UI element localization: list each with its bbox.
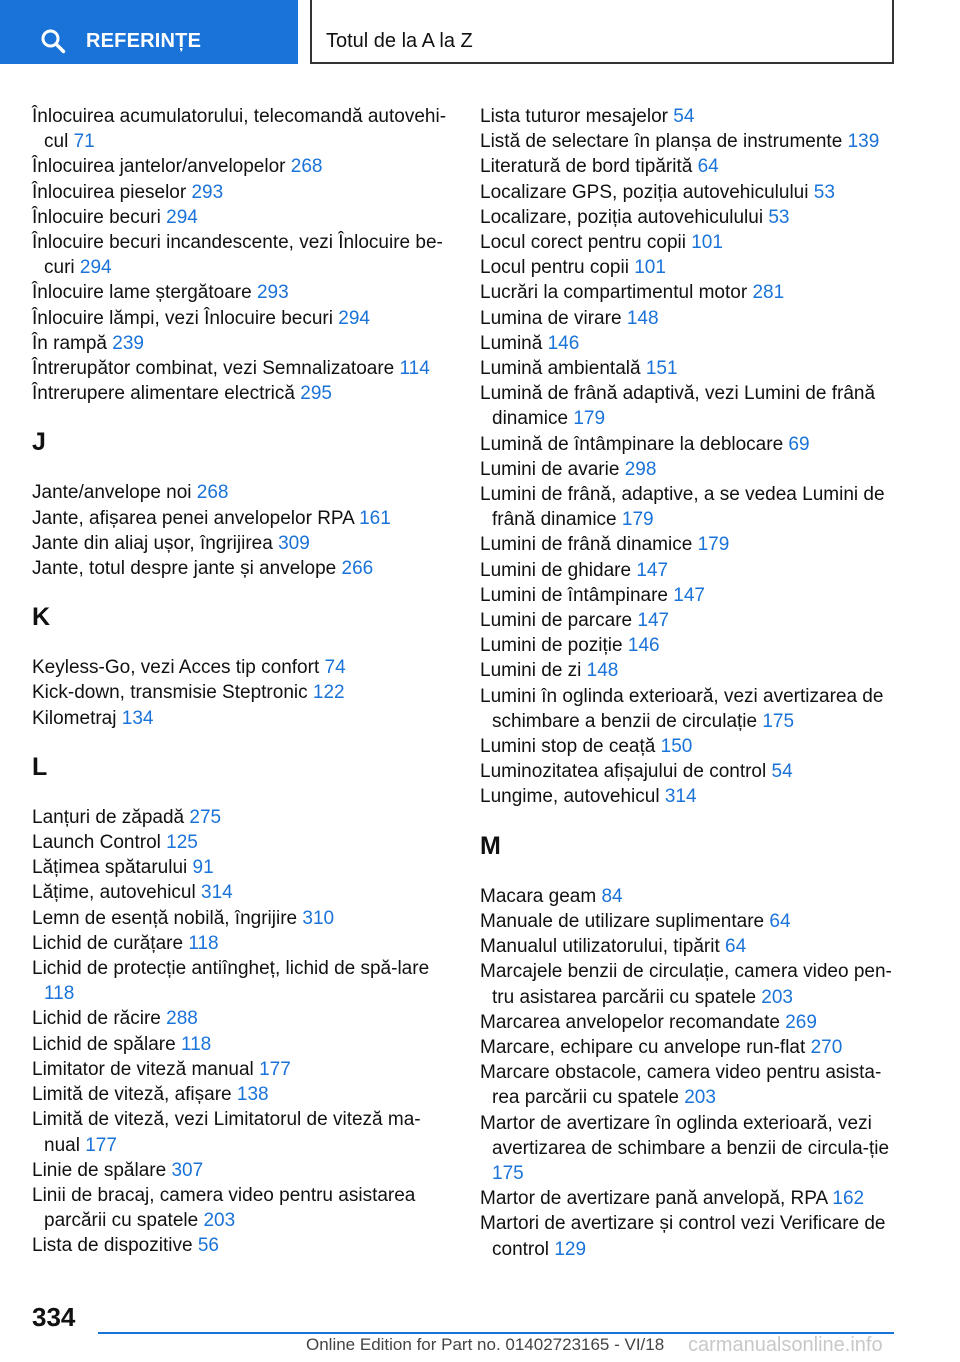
index-entry-text: Launch Control (32, 832, 161, 854)
index-entry (32, 1032, 452, 1057)
index-entry-page-link[interactable]: 139 (847, 131, 880, 153)
index-entry-text: Lumini în oglinda exterioară, vezi avertizarea de schimbare a benzii de circulație (480, 685, 884, 732)
index-entry-text: Manualul utilizatorului, tipărit (480, 936, 720, 958)
index-entry-text: Listă de selectare în planșa de instrumente (480, 131, 843, 153)
index-entry (32, 1158, 452, 1183)
index-entry (32, 1082, 452, 1107)
index-entry-page-link[interactable]: 64 (725, 936, 747, 958)
index-entry-text: Lumini de ghidare (480, 559, 632, 581)
index-entry (32, 680, 452, 705)
index-entry-text: Înlocuirea acumulatorului, telecomandă autovehi-cul (32, 106, 447, 153)
index-entry-text: Lumini de parcare (480, 610, 633, 632)
index-entry-page-link[interactable]: 288 (166, 1008, 198, 1030)
index-entry (480, 129, 900, 154)
index-entry-page-link[interactable]: 239 (112, 332, 144, 354)
index-entry-text: Lumina de virare (480, 307, 622, 329)
index-entry-text: Înlocuire becuri (32, 206, 161, 228)
index-entry (480, 205, 900, 230)
index-entry-page-link[interactable]: 74 (324, 657, 346, 679)
index-entry (480, 934, 900, 959)
index-entry-text: Lumini stop de ceață (480, 736, 656, 758)
index-entry-text: Localizare GPS, poziția autovehiculului (480, 181, 809, 203)
index-entry-text: În rampă (32, 332, 107, 354)
index-entry (32, 381, 452, 406)
index-entry-page-link[interactable]: 129 (554, 1238, 587, 1260)
index-entry-text: Lungime, autovehicul (480, 786, 660, 808)
index-entry-text: Jante/anvelope noi (32, 482, 192, 504)
index-entry-page-link[interactable]: 203 (761, 986, 793, 1008)
index-entry-page-link[interactable]: 147 (637, 610, 670, 632)
index-entry-text: Înlocuire becuri incandescente, vezi Înlocuire be-curi (32, 232, 443, 279)
index-entry (32, 230, 452, 280)
index-entry-page-link[interactable]: 269 (785, 1011, 817, 1033)
index-entry-page-link[interactable]: 177 (85, 1134, 117, 1156)
index-entry (32, 331, 452, 356)
index-entry (32, 154, 452, 179)
index-entry-page-link[interactable]: 203 (684, 1087, 716, 1109)
index-entry-page-link[interactable]: 150 (660, 736, 693, 758)
index-entry-page-link[interactable]: 268 (290, 156, 323, 178)
index-entry-page-link[interactable]: 310 (302, 907, 335, 929)
index-entry-text: Kick-down, transmisie Steptronic (32, 682, 308, 704)
index-entry (32, 531, 452, 556)
index-entry-text: Lichid de răcire (32, 1008, 161, 1030)
index-entry (480, 784, 900, 809)
index-entry (32, 805, 452, 830)
index-entry (480, 532, 900, 557)
index-entry (32, 956, 452, 1006)
index-entry-text: Macara geam (480, 885, 597, 907)
index-entry-text: Lățimea spătarului (32, 857, 188, 879)
index-entry-text: Lumini de avarie (480, 458, 620, 480)
index-entry-page-link[interactable]: 148 (626, 307, 659, 329)
index-entry-text: Lumină de întâmpinare la deblocare (480, 433, 784, 455)
index-entry (480, 1035, 900, 1060)
index-entry-text: Kilometraj (32, 707, 117, 729)
index-entry-text: Lichid de spălare (32, 1033, 176, 1055)
index-entry (480, 154, 900, 179)
index-entry (480, 658, 900, 683)
page-number: 334 (32, 1302, 76, 1332)
index-entry-text: Jante, totul despre jante și anvelope (32, 558, 337, 580)
index-entry (32, 830, 452, 855)
index-entry-page-link[interactable]: 148 (586, 660, 619, 682)
index-entry (32, 906, 452, 931)
index-entry-page-link[interactable]: 54 (771, 761, 793, 783)
index-entry-text: Marcajele benzii de circulație, camera video pen-tru asistarea parcării cu spatele (480, 961, 892, 1008)
index-entry-page-link[interactable]: 294 (338, 307, 370, 329)
index-entry (32, 104, 452, 154)
index-entry (32, 880, 452, 905)
index-entry-page-link[interactable]: 118 (180, 1033, 212, 1055)
index-entry (480, 1211, 900, 1261)
index-entry-page-link[interactable]: 53 (813, 181, 835, 203)
index-entry (480, 884, 900, 909)
watermark: carmanualsonline.info (688, 1334, 883, 1356)
index-entry-page-link[interactable]: 203 (203, 1210, 236, 1232)
index-entry (32, 356, 452, 381)
index-entry-page-link[interactable]: 179 (697, 534, 730, 556)
index-entry-page-link[interactable]: 293 (256, 282, 289, 304)
index-entry (480, 255, 900, 280)
index-entry-page-link[interactable]: 179 (621, 509, 654, 531)
index-entry (32, 655, 452, 680)
index-entry (480, 608, 900, 633)
index-entry-page-link[interactable]: 64 (697, 156, 719, 178)
index-entry-page-link[interactable]: 125 (166, 832, 198, 854)
index-entry-page-link[interactable]: 270 (810, 1036, 843, 1058)
index-entry-text: Lumini de întâmpinare (480, 584, 668, 606)
index-entry (480, 558, 900, 583)
index-entry-text: Lumină de frână adaptivă, vezi Lumini de frână dinamice (480, 383, 876, 430)
index-entry (480, 104, 900, 129)
index-entry-text: Keyless-Go, vezi Acces tip confort (32, 657, 320, 679)
index-entry (32, 1006, 452, 1031)
index-entry-text: Manuale de utilizare suplimentare (480, 910, 765, 932)
index-entry-page-link[interactable]: 71 (73, 131, 95, 153)
index-entry (480, 759, 900, 784)
index-entry (480, 684, 900, 734)
index-entry-page-link[interactable]: 114 (399, 358, 430, 380)
index-entry-text: Lumină (480, 332, 543, 354)
index-entry-text: Marcare obstacole, camera video pentru asista-rea parcării cu spatele (480, 1062, 882, 1109)
index-entry-text: Limitator de viteză manual (32, 1058, 254, 1080)
index-entry-text: Jante, afișarea penei anvelopelor RPA (32, 507, 354, 529)
index-entry-text: Înlocuirea jantelor/anvelopelor (32, 156, 286, 178)
index-entry (32, 706, 452, 731)
index-entry (32, 1183, 452, 1233)
index-entry (480, 1186, 900, 1211)
index-entry-page-link[interactable]: 56 (197, 1235, 219, 1257)
index-entry-text: Lucrări la compartimentul motor (480, 282, 748, 304)
index-entry-page-link[interactable]: 268 (196, 482, 229, 504)
index-entry (32, 1107, 452, 1157)
index-entry-page-link[interactable]: 298 (624, 458, 657, 480)
tab-a-to-z-label: Totul de la A la Z (326, 30, 473, 52)
index-entry (32, 280, 452, 305)
index-entry-text: Linie de spălare (32, 1159, 167, 1181)
index-letter-heading: K (32, 603, 51, 632)
index-entry-page-link[interactable]: 314 (664, 786, 697, 808)
index-entry-text: Martor de avertizare în oglinda exterioară, vezi avertizarea de schimbare a benzii de circula-ție (480, 1112, 890, 1159)
index-entry-text: Lichid de protecție antiîngheț, lichid de spă-lare (32, 958, 430, 980)
index-entry-page-link[interactable]: 309 (278, 532, 310, 554)
index-entry-text: Limită de viteză, vezi Limitatorul de viteză ma-nual (32, 1109, 421, 1156)
index-entry-text: Lista de dispozitive (32, 1235, 193, 1257)
index-entry (32, 205, 452, 230)
index-entry-page-link[interactable]: 294 (166, 206, 198, 228)
index-entry (480, 356, 900, 381)
index-entry-text: Locul pentru copii (480, 257, 629, 279)
index-entry-page-link[interactable]: 162 (832, 1188, 865, 1210)
header (0, 0, 960, 68)
index-column-right (480, 104, 900, 1262)
index-entry-page-link[interactable]: 314 (201, 882, 233, 904)
search-icon (40, 28, 66, 54)
index-entry-text: Lumini de zi (480, 660, 582, 682)
index-entry-text: Literatură de bord tipărită (480, 156, 693, 178)
index-entry-page-link[interactable]: 266 (341, 558, 374, 580)
index-entry-text: Locul corect pentru copii (480, 232, 686, 254)
index-entry-text: Înlocuire lămpi, vezi Înlocuire becuri (32, 307, 333, 329)
index-entry (32, 855, 452, 880)
index-entry (32, 556, 452, 581)
index-entry-text: Lumini de frână dinamice (480, 534, 693, 556)
index-entry-text: Lemn de esență nobilă, îngrijire (32, 907, 298, 929)
index-entry-page-link[interactable]: 138 (236, 1084, 269, 1106)
index-entry-page-link[interactable]: 147 (636, 559, 669, 581)
index-entry (480, 331, 900, 356)
index-entry (480, 633, 900, 658)
index-entry-page-link[interactable]: 147 (673, 584, 705, 606)
index-entry (480, 432, 900, 457)
index-entry-page-link[interactable]: 275 (189, 806, 222, 828)
index-entry-text: Lista tuturor mesajelor (480, 106, 668, 127)
index-entry (32, 1233, 452, 1258)
index-entry-text: Luminozitatea afișajului de control (480, 761, 767, 783)
index-entry-page-link[interactable]: 118 (44, 983, 75, 1005)
tab-a-to-z[interactable] (310, 0, 894, 64)
index-entry-page-link[interactable]: 175 (762, 710, 795, 732)
index-letter-heading: L (32, 752, 48, 781)
index-entry-page-link[interactable]: 146 (627, 635, 660, 657)
index-entry (32, 180, 452, 205)
index-entry-text: Lumină ambientală (480, 358, 641, 380)
index-entry-page-link[interactable]: 307 (171, 1159, 204, 1181)
index-entry (480, 583, 900, 608)
index-entry-text: Localizare, poziția autovehiculului (480, 206, 764, 228)
index-entry (480, 306, 900, 331)
index-entry (480, 959, 900, 1009)
index-entry-page-link[interactable]: 295 (300, 383, 332, 405)
index-entry-page-link[interactable]: 53 (768, 206, 790, 228)
index-entry-text: Lichid de curățare (32, 932, 184, 954)
index-entry (32, 306, 452, 331)
index-entry-page-link[interactable]: 151 (645, 358, 678, 380)
index-entry (480, 482, 900, 532)
index-entry-text: Lanțuri de zăpadă (32, 806, 185, 828)
index-entry (480, 230, 900, 255)
index-entry-page-link[interactable]: 146 (547, 332, 580, 354)
index-entry (480, 1111, 900, 1187)
index-entry-page-link[interactable]: 293 (191, 181, 224, 203)
index-entry (480, 1060, 900, 1110)
index-entry-page-link[interactable]: 294 (79, 257, 112, 279)
tab-references-label: REFERINȚE (86, 30, 202, 52)
index-entry-text: Martori de avertizare și control vezi Verificare de control (480, 1213, 886, 1260)
index-entry (480, 381, 900, 431)
index-entry (32, 1057, 452, 1082)
index-entry-text: Înlocuire lame ștergătoare (32, 282, 252, 304)
index-letter-heading: M (480, 831, 501, 860)
index-entry-page-link[interactable]: 134 (121, 707, 154, 729)
index-entry (480, 180, 900, 205)
index-entry-page-link[interactable]: 281 (752, 282, 785, 304)
index-entry-text: Întrerupător combinat, vezi Semnalizatoare (32, 358, 395, 380)
footer-edition: Online Edition for Part no. 01402723165 - VI/18 (306, 1335, 665, 1354)
index-entry-page-link[interactable]: 122 (312, 682, 345, 704)
index-entry-text: Întrerupere alimentare electrică (32, 383, 295, 405)
index-entry-text: Lățime, autovehicul (32, 882, 196, 904)
index-entry (480, 280, 900, 305)
index-entry (32, 931, 452, 956)
index-entry-text: Marcarea anvelopelor recomandate (480, 1011, 780, 1033)
index-entry-page-link[interactable]: 177 (259, 1058, 291, 1080)
index-entry-page-link[interactable]: 179 (573, 408, 606, 430)
index-entry-page-link[interactable]: 69 (788, 433, 810, 455)
index-entry-page-link[interactable]: 175 (492, 1162, 524, 1184)
index-entry-text: Jante din aliaj ușor, îngrijirea (32, 532, 273, 554)
index-entry-text: Lumini de poziție (480, 635, 623, 657)
index-entry-page-link[interactable]: 54 (673, 106, 695, 127)
index-entry-text: Lumini de frână, adaptive, a se vedea Lumini de frână dinamice (480, 484, 885, 531)
index-entry (32, 480, 452, 505)
index-entry-text: Martor de avertizare pană anvelopă, RPA (480, 1188, 828, 1210)
index-entry (480, 909, 900, 934)
index-entry-page-link[interactable]: 64 (769, 910, 791, 932)
index-column-left (32, 104, 452, 1259)
index-entry (32, 506, 452, 531)
index-entry (480, 1010, 900, 1035)
index-entry-page-link[interactable]: 91 (192, 857, 214, 879)
index-entry-page-link[interactable]: 84 (601, 885, 623, 907)
index-letter-heading: J (32, 428, 46, 457)
index-entry-text: Înlocuirea pieselor (32, 181, 187, 203)
index-entry-text: Linii de bracaj, camera video pentru asistarea parcării cu spatele (32, 1184, 416, 1232)
index-entry-page-link[interactable]: 101 (634, 257, 666, 279)
index-entry-text: Limită de viteză, afișare (32, 1084, 232, 1106)
index-entry (480, 457, 900, 482)
index-entry-text: Marcare, echipare cu anvelope run-flat (480, 1036, 806, 1058)
index-entry-page-link[interactable]: 101 (691, 232, 723, 254)
index-entry (480, 734, 900, 759)
index-entry-page-link[interactable]: 118 (188, 932, 219, 954)
index-entry-page-link[interactable]: 161 (359, 507, 391, 529)
tab-references[interactable] (0, 0, 298, 64)
